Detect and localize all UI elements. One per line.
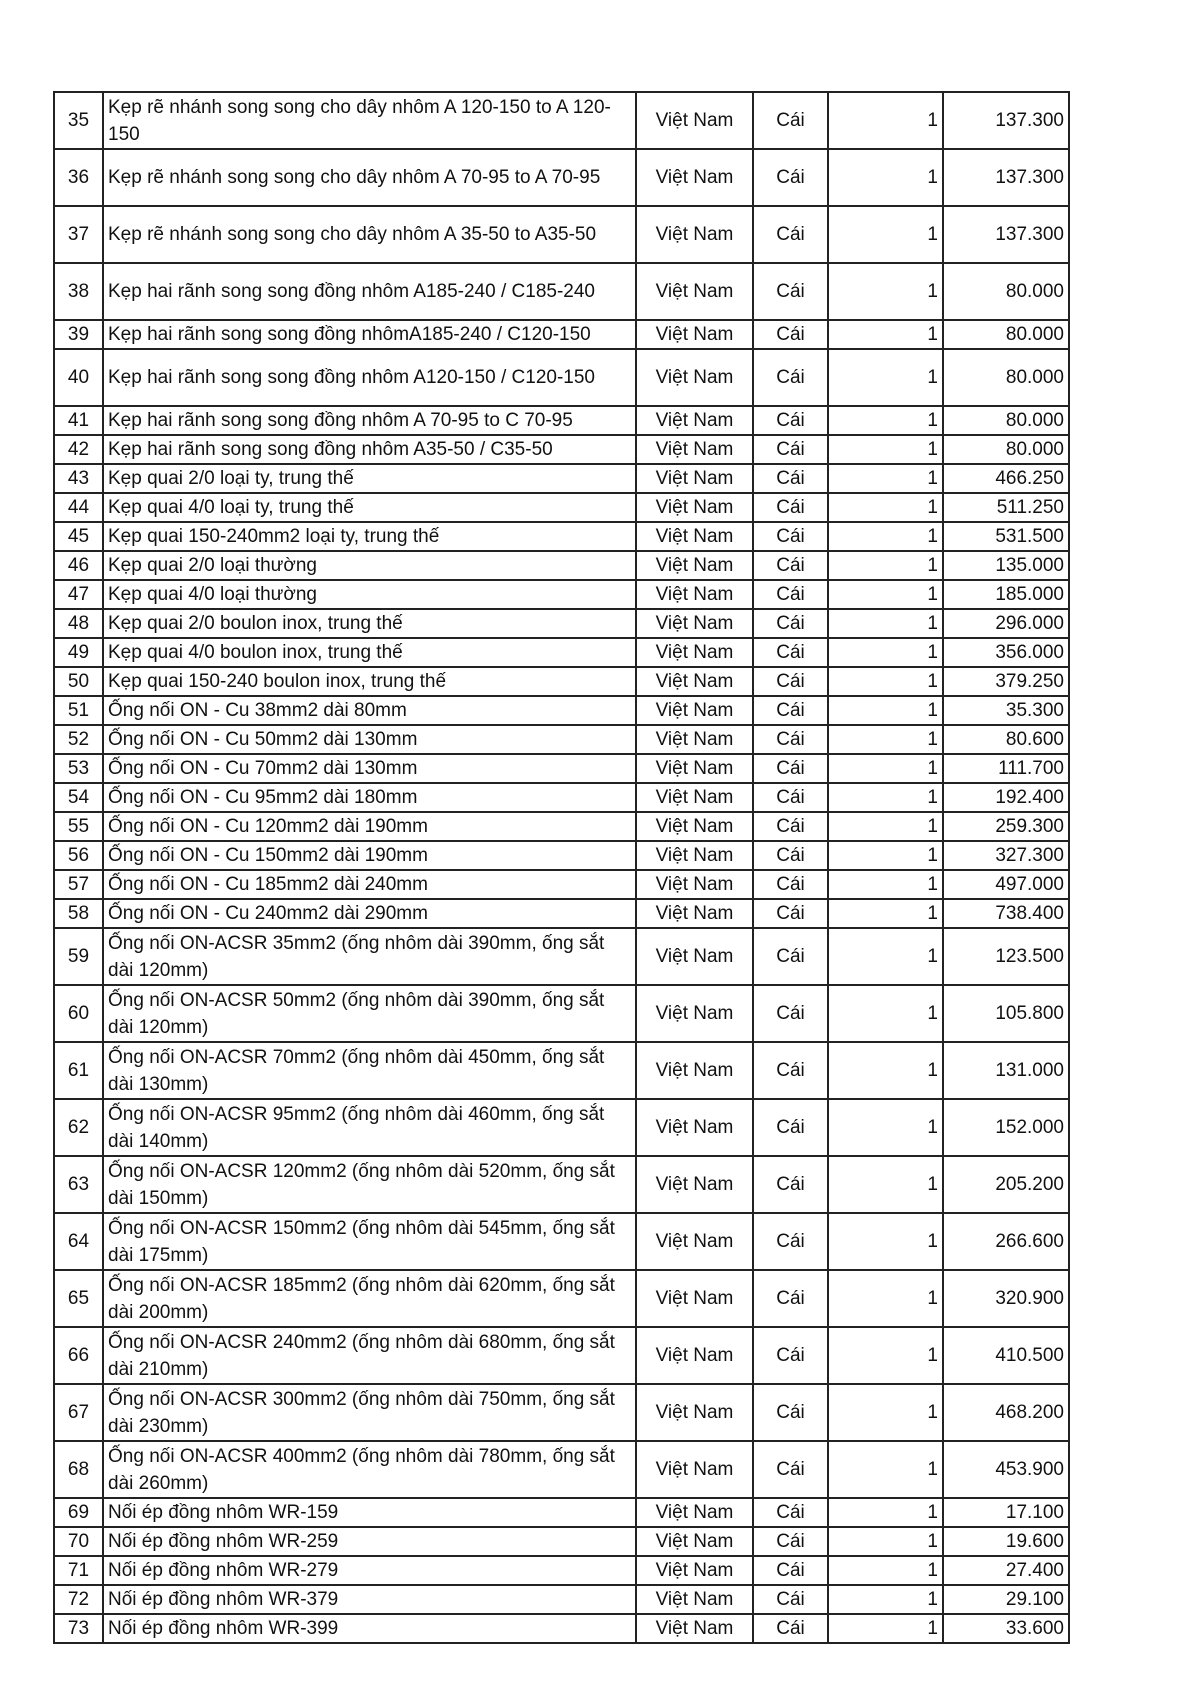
item-number: 48 bbox=[54, 609, 103, 638]
item-number: 65 bbox=[54, 1270, 103, 1327]
item-origin: Việt Nam bbox=[636, 1585, 753, 1614]
item-price: 185.000 bbox=[943, 580, 1069, 609]
item-price: 137.300 bbox=[943, 149, 1069, 206]
item-price: 105.800 bbox=[943, 985, 1069, 1042]
item-price: 33.600 bbox=[943, 1614, 1069, 1643]
table-row bbox=[54, 1213, 1069, 1270]
item-quantity: 1 bbox=[828, 899, 943, 928]
item-unit: Cái bbox=[753, 149, 828, 206]
item-name: Nối ép đồng nhôm WR-279 bbox=[103, 1556, 636, 1585]
item-number: 40 bbox=[54, 349, 103, 406]
item-price: 80.000 bbox=[943, 263, 1069, 320]
item-quantity: 1 bbox=[828, 464, 943, 493]
item-number: 45 bbox=[54, 522, 103, 551]
item-number: 71 bbox=[54, 1556, 103, 1585]
table-row bbox=[54, 1498, 1069, 1527]
item-unit: Cái bbox=[753, 696, 828, 725]
item-origin: Việt Nam bbox=[636, 522, 753, 551]
item-number: 68 bbox=[54, 1441, 103, 1498]
item-name: Kẹp hai rãnh song song đồng nhômA185-240 / C120-150 bbox=[103, 320, 636, 349]
item-quantity: 1 bbox=[828, 349, 943, 406]
item-origin: Việt Nam bbox=[636, 464, 753, 493]
item-price: 80.000 bbox=[943, 406, 1069, 435]
item-origin: Việt Nam bbox=[636, 1498, 753, 1527]
item-origin: Việt Nam bbox=[636, 812, 753, 841]
item-price: 19.600 bbox=[943, 1527, 1069, 1556]
item-unit: Cái bbox=[753, 1042, 828, 1099]
item-price: 80.600 bbox=[943, 725, 1069, 754]
table-body bbox=[54, 92, 1069, 1643]
item-price: 29.100 bbox=[943, 1585, 1069, 1614]
item-number: 51 bbox=[54, 696, 103, 725]
table-row bbox=[54, 1527, 1069, 1556]
item-quantity: 1 bbox=[828, 1585, 943, 1614]
item-price: 131.000 bbox=[943, 1042, 1069, 1099]
item-number: 44 bbox=[54, 493, 103, 522]
item-origin: Việt Nam bbox=[636, 841, 753, 870]
item-unit: Cái bbox=[753, 899, 828, 928]
item-unit: Cái bbox=[753, 263, 828, 320]
item-number: 39 bbox=[54, 320, 103, 349]
item-name: Ống nối ON - Cu 38mm2 dài 80mm bbox=[103, 696, 636, 725]
item-number: 52 bbox=[54, 725, 103, 754]
item-quantity: 1 bbox=[828, 754, 943, 783]
item-quantity: 1 bbox=[828, 493, 943, 522]
table-row bbox=[54, 1441, 1069, 1498]
item-name: Kẹp hai rãnh song song đồng nhôm A 70-95 to C 70-95 bbox=[103, 406, 636, 435]
item-number: 67 bbox=[54, 1384, 103, 1441]
table-row bbox=[54, 149, 1069, 206]
price-table bbox=[53, 91, 1070, 1644]
item-origin: Việt Nam bbox=[636, 1270, 753, 1327]
item-origin: Việt Nam bbox=[636, 263, 753, 320]
item-quantity: 1 bbox=[828, 1556, 943, 1585]
item-origin: Việt Nam bbox=[636, 696, 753, 725]
item-name: Kẹp rẽ nhánh song song cho dây nhôm A 70-95 to A 70-95 bbox=[103, 149, 636, 206]
item-quantity: 1 bbox=[828, 870, 943, 899]
item-price: 137.300 bbox=[943, 92, 1069, 149]
item-quantity: 1 bbox=[828, 696, 943, 725]
item-unit: Cái bbox=[753, 1556, 828, 1585]
table-row bbox=[54, 1099, 1069, 1156]
item-origin: Việt Nam bbox=[636, 1156, 753, 1213]
item-unit: Cái bbox=[753, 609, 828, 638]
item-price: 511.250 bbox=[943, 493, 1069, 522]
item-origin: Việt Nam bbox=[636, 1042, 753, 1099]
item-unit: Cái bbox=[753, 464, 828, 493]
item-price: 531.500 bbox=[943, 522, 1069, 551]
item-unit: Cái bbox=[753, 638, 828, 667]
item-quantity: 1 bbox=[828, 725, 943, 754]
item-quantity: 1 bbox=[828, 667, 943, 696]
item-unit: Cái bbox=[753, 493, 828, 522]
table-row bbox=[54, 580, 1069, 609]
item-origin: Việt Nam bbox=[636, 349, 753, 406]
item-quantity: 1 bbox=[828, 1042, 943, 1099]
item-quantity: 1 bbox=[828, 841, 943, 870]
item-quantity: 1 bbox=[828, 638, 943, 667]
item-price: 296.000 bbox=[943, 609, 1069, 638]
item-unit: Cái bbox=[753, 985, 828, 1042]
table-row bbox=[54, 1556, 1069, 1585]
item-quantity: 1 bbox=[828, 263, 943, 320]
item-unit: Cái bbox=[753, 92, 828, 149]
item-quantity: 1 bbox=[828, 1270, 943, 1327]
item-unit: Cái bbox=[753, 667, 828, 696]
item-quantity: 1 bbox=[828, 406, 943, 435]
item-number: 60 bbox=[54, 985, 103, 1042]
item-name: Ống nối ON - Cu 240mm2 dài 290mm bbox=[103, 899, 636, 928]
item-name: Ống nối ON - Cu 120mm2 dài 190mm bbox=[103, 812, 636, 841]
item-name: Nối ép đồng nhôm WR-259 bbox=[103, 1527, 636, 1556]
item-quantity: 1 bbox=[828, 320, 943, 349]
item-origin: Việt Nam bbox=[636, 206, 753, 263]
item-name: Ống nối ON-ACSR 120mm2 (ống nhôm dài 520mm, ống sắt dài 150mm) bbox=[103, 1156, 636, 1213]
item-name: Ống nối ON-ACSR 185mm2 (ống nhôm dài 620mm, ống sắt dài 200mm) bbox=[103, 1270, 636, 1327]
item-number: 66 bbox=[54, 1327, 103, 1384]
item-number: 61 bbox=[54, 1042, 103, 1099]
table-row bbox=[54, 899, 1069, 928]
item-number: 41 bbox=[54, 406, 103, 435]
table-row bbox=[54, 667, 1069, 696]
item-price: 192.400 bbox=[943, 783, 1069, 812]
item-origin: Việt Nam bbox=[636, 493, 753, 522]
item-unit: Cái bbox=[753, 1327, 828, 1384]
table-row bbox=[54, 812, 1069, 841]
item-quantity: 1 bbox=[828, 783, 943, 812]
item-price: 35.300 bbox=[943, 696, 1069, 725]
item-name: Ống nối ON - Cu 50mm2 dài 130mm bbox=[103, 725, 636, 754]
table-row bbox=[54, 349, 1069, 406]
table-row bbox=[54, 638, 1069, 667]
item-unit: Cái bbox=[753, 1156, 828, 1213]
item-price: 135.000 bbox=[943, 551, 1069, 580]
item-quantity: 1 bbox=[828, 1156, 943, 1213]
item-quantity: 1 bbox=[828, 928, 943, 985]
item-origin: Việt Nam bbox=[636, 1527, 753, 1556]
item-name: Ống nối ON-ACSR 50mm2 (ống nhôm dài 390mm, ống sắt dài 120mm) bbox=[103, 985, 636, 1042]
item-name: Kẹp rẽ nhánh song song cho dây nhôm A 120-150 to A 120-150 bbox=[103, 92, 636, 149]
item-price: 80.000 bbox=[943, 435, 1069, 464]
table-row bbox=[54, 696, 1069, 725]
item-number: 64 bbox=[54, 1213, 103, 1270]
item-name: Ống nối ON-ACSR 300mm2 (ống nhôm dài 750mm, ống sắt dài 230mm) bbox=[103, 1384, 636, 1441]
item-name: Kẹp quai 150-240mm2 loại ty, trung thế bbox=[103, 522, 636, 551]
item-unit: Cái bbox=[753, 435, 828, 464]
item-origin: Việt Nam bbox=[636, 92, 753, 149]
item-quantity: 1 bbox=[828, 435, 943, 464]
item-origin: Việt Nam bbox=[636, 1099, 753, 1156]
item-name: Ống nối ON-ACSR 95mm2 (ống nhôm dài 460mm, ống sắt dài 140mm) bbox=[103, 1099, 636, 1156]
item-unit: Cái bbox=[753, 1099, 828, 1156]
table-row bbox=[54, 1614, 1069, 1643]
item-number: 57 bbox=[54, 870, 103, 899]
table-row bbox=[54, 1384, 1069, 1441]
item-unit: Cái bbox=[753, 754, 828, 783]
item-price: 152.000 bbox=[943, 1099, 1069, 1156]
item-name: Kẹp quai 2/0 loại thường bbox=[103, 551, 636, 580]
item-price: 327.300 bbox=[943, 841, 1069, 870]
item-number: 62 bbox=[54, 1099, 103, 1156]
item-number: 56 bbox=[54, 841, 103, 870]
item-unit: Cái bbox=[753, 725, 828, 754]
item-origin: Việt Nam bbox=[636, 928, 753, 985]
item-quantity: 1 bbox=[828, 985, 943, 1042]
item-origin: Việt Nam bbox=[636, 1213, 753, 1270]
item-unit: Cái bbox=[753, 1441, 828, 1498]
item-name: Ống nối ON - Cu 95mm2 dài 180mm bbox=[103, 783, 636, 812]
item-unit: Cái bbox=[753, 1213, 828, 1270]
item-unit: Cái bbox=[753, 870, 828, 899]
item-name: Kẹp quai 4/0 loại ty, trung thế bbox=[103, 493, 636, 522]
item-origin: Việt Nam bbox=[636, 1384, 753, 1441]
table-row bbox=[54, 464, 1069, 493]
item-name: Nối ép đồng nhôm WR-379 bbox=[103, 1585, 636, 1614]
item-origin: Việt Nam bbox=[636, 435, 753, 464]
item-unit: Cái bbox=[753, 406, 828, 435]
item-price: 80.000 bbox=[943, 349, 1069, 406]
item-price: 205.200 bbox=[943, 1156, 1069, 1213]
item-quantity: 1 bbox=[828, 522, 943, 551]
table-row bbox=[54, 985, 1069, 1042]
item-price: 453.900 bbox=[943, 1441, 1069, 1498]
item-origin: Việt Nam bbox=[636, 754, 753, 783]
item-number: 53 bbox=[54, 754, 103, 783]
item-quantity: 1 bbox=[828, 1327, 943, 1384]
item-price: 266.600 bbox=[943, 1213, 1069, 1270]
item-unit: Cái bbox=[753, 1498, 828, 1527]
item-number: 58 bbox=[54, 899, 103, 928]
item-name: Kẹp quai 4/0 loại thường bbox=[103, 580, 636, 609]
item-name: Ống nối ON - Cu 70mm2 dài 130mm bbox=[103, 754, 636, 783]
item-quantity: 1 bbox=[828, 609, 943, 638]
item-price: 356.000 bbox=[943, 638, 1069, 667]
item-unit: Cái bbox=[753, 928, 828, 985]
item-name: Ống nối ON-ACSR 240mm2 (ống nhôm dài 680mm, ống sắt dài 210mm) bbox=[103, 1327, 636, 1384]
item-name: Kẹp rẽ nhánh song song cho dây nhôm A 35-50 to A35-50 bbox=[103, 206, 636, 263]
item-number: 35 bbox=[54, 92, 103, 149]
item-unit: Cái bbox=[753, 1614, 828, 1643]
item-unit: Cái bbox=[753, 349, 828, 406]
item-number: 36 bbox=[54, 149, 103, 206]
item-quantity: 1 bbox=[828, 812, 943, 841]
table-row bbox=[54, 206, 1069, 263]
table-row bbox=[54, 609, 1069, 638]
table-row bbox=[54, 870, 1069, 899]
table-row bbox=[54, 551, 1069, 580]
item-number: 55 bbox=[54, 812, 103, 841]
item-number: 72 bbox=[54, 1585, 103, 1614]
table-row bbox=[54, 1327, 1069, 1384]
table-row bbox=[54, 841, 1069, 870]
item-origin: Việt Nam bbox=[636, 638, 753, 667]
item-origin: Việt Nam bbox=[636, 870, 753, 899]
item-quantity: 1 bbox=[828, 551, 943, 580]
item-price: 111.700 bbox=[943, 754, 1069, 783]
item-quantity: 1 bbox=[828, 1527, 943, 1556]
item-price: 410.500 bbox=[943, 1327, 1069, 1384]
item-number: 37 bbox=[54, 206, 103, 263]
item-name: Kẹp hai rãnh song song đồng nhôm A120-150 / C120-150 bbox=[103, 349, 636, 406]
item-number: 38 bbox=[54, 263, 103, 320]
item-number: 69 bbox=[54, 1498, 103, 1527]
item-quantity: 1 bbox=[828, 149, 943, 206]
item-unit: Cái bbox=[753, 551, 828, 580]
table-row bbox=[54, 1585, 1069, 1614]
item-price: 17.100 bbox=[943, 1498, 1069, 1527]
item-name: Nối ép đồng nhôm WR-399 bbox=[103, 1614, 636, 1643]
item-number: 49 bbox=[54, 638, 103, 667]
item-name: Nối ép đồng nhôm WR-159 bbox=[103, 1498, 636, 1527]
item-name: Kẹp hai rãnh song song đồng nhôm A35-50 / C35-50 bbox=[103, 435, 636, 464]
item-quantity: 1 bbox=[828, 1384, 943, 1441]
item-unit: Cái bbox=[753, 522, 828, 551]
item-number: 59 bbox=[54, 928, 103, 985]
table-row bbox=[54, 754, 1069, 783]
item-price: 137.300 bbox=[943, 206, 1069, 263]
item-origin: Việt Nam bbox=[636, 985, 753, 1042]
table-row bbox=[54, 522, 1069, 551]
item-number: 42 bbox=[54, 435, 103, 464]
item-quantity: 1 bbox=[828, 206, 943, 263]
item-origin: Việt Nam bbox=[636, 551, 753, 580]
item-price: 468.200 bbox=[943, 1384, 1069, 1441]
item-price: 123.500 bbox=[943, 928, 1069, 985]
item-origin: Việt Nam bbox=[636, 1441, 753, 1498]
item-origin: Việt Nam bbox=[636, 1556, 753, 1585]
item-price: 738.400 bbox=[943, 899, 1069, 928]
table-row bbox=[54, 493, 1069, 522]
table-row bbox=[54, 406, 1069, 435]
item-name: Ống nối ON-ACSR 70mm2 (ống nhôm dài 450mm, ống sắt dài 130mm) bbox=[103, 1042, 636, 1099]
item-name: Kẹp hai rãnh song song đồng nhôm A185-240 / C185-240 bbox=[103, 263, 636, 320]
item-origin: Việt Nam bbox=[636, 667, 753, 696]
item-origin: Việt Nam bbox=[636, 899, 753, 928]
item-name: Kẹp quai 2/0 boulon inox, trung thế bbox=[103, 609, 636, 638]
item-name: Ống nối ON - Cu 150mm2 dài 190mm bbox=[103, 841, 636, 870]
table-row bbox=[54, 263, 1069, 320]
table-row bbox=[54, 1156, 1069, 1213]
item-quantity: 1 bbox=[828, 1614, 943, 1643]
table-row bbox=[54, 92, 1069, 149]
item-quantity: 1 bbox=[828, 92, 943, 149]
table-row bbox=[54, 725, 1069, 754]
item-name: Ống nối ON - Cu 185mm2 dài 240mm bbox=[103, 870, 636, 899]
item-origin: Việt Nam bbox=[636, 406, 753, 435]
table-row bbox=[54, 435, 1069, 464]
item-price: 27.400 bbox=[943, 1556, 1069, 1585]
item-origin: Việt Nam bbox=[636, 1614, 753, 1643]
item-unit: Cái bbox=[753, 580, 828, 609]
item-unit: Cái bbox=[753, 320, 828, 349]
item-quantity: 1 bbox=[828, 1441, 943, 1498]
item-number: 63 bbox=[54, 1156, 103, 1213]
item-price: 497.000 bbox=[943, 870, 1069, 899]
item-unit: Cái bbox=[753, 812, 828, 841]
item-price: 80.000 bbox=[943, 320, 1069, 349]
table-row bbox=[54, 783, 1069, 812]
item-name: Kẹp quai 150-240 boulon inox, trung thế bbox=[103, 667, 636, 696]
item-price: 320.900 bbox=[943, 1270, 1069, 1327]
item-name: Kẹp quai 4/0 boulon inox, trung thế bbox=[103, 638, 636, 667]
item-quantity: 1 bbox=[828, 580, 943, 609]
item-quantity: 1 bbox=[828, 1213, 943, 1270]
item-origin: Việt Nam bbox=[636, 725, 753, 754]
item-origin: Việt Nam bbox=[636, 580, 753, 609]
item-origin: Việt Nam bbox=[636, 320, 753, 349]
item-number: 54 bbox=[54, 783, 103, 812]
item-price: 379.250 bbox=[943, 667, 1069, 696]
item-number: 70 bbox=[54, 1527, 103, 1556]
item-price: 259.300 bbox=[943, 812, 1069, 841]
item-name: Kẹp quai 2/0 loại ty, trung thế bbox=[103, 464, 636, 493]
item-number: 73 bbox=[54, 1614, 103, 1643]
item-name: Ống nối ON-ACSR 35mm2 (ống nhôm dài 390mm, ống sắt dài 120mm) bbox=[103, 928, 636, 985]
table-row bbox=[54, 928, 1069, 985]
item-number: 43 bbox=[54, 464, 103, 493]
item-number: 46 bbox=[54, 551, 103, 580]
item-unit: Cái bbox=[753, 783, 828, 812]
table-row bbox=[54, 1042, 1069, 1099]
item-origin: Việt Nam bbox=[636, 783, 753, 812]
table-row bbox=[54, 1270, 1069, 1327]
item-unit: Cái bbox=[753, 1384, 828, 1441]
item-origin: Việt Nam bbox=[636, 149, 753, 206]
item-origin: Việt Nam bbox=[636, 609, 753, 638]
item-unit: Cái bbox=[753, 206, 828, 263]
item-quantity: 1 bbox=[828, 1099, 943, 1156]
item-unit: Cái bbox=[753, 1270, 828, 1327]
item-unit: Cái bbox=[753, 1585, 828, 1614]
item-quantity: 1 bbox=[828, 1498, 943, 1527]
item-name: Ống nối ON-ACSR 150mm2 (ống nhôm dài 545mm, ống sắt dài 175mm) bbox=[103, 1213, 636, 1270]
item-name: Ống nối ON-ACSR 400mm2 (ống nhôm dài 780mm, ống sắt dài 260mm) bbox=[103, 1441, 636, 1498]
table-row bbox=[54, 320, 1069, 349]
item-unit: Cái bbox=[753, 841, 828, 870]
item-price: 466.250 bbox=[943, 464, 1069, 493]
item-number: 50 bbox=[54, 667, 103, 696]
item-unit: Cái bbox=[753, 1527, 828, 1556]
item-number: 47 bbox=[54, 580, 103, 609]
item-origin: Việt Nam bbox=[636, 1327, 753, 1384]
